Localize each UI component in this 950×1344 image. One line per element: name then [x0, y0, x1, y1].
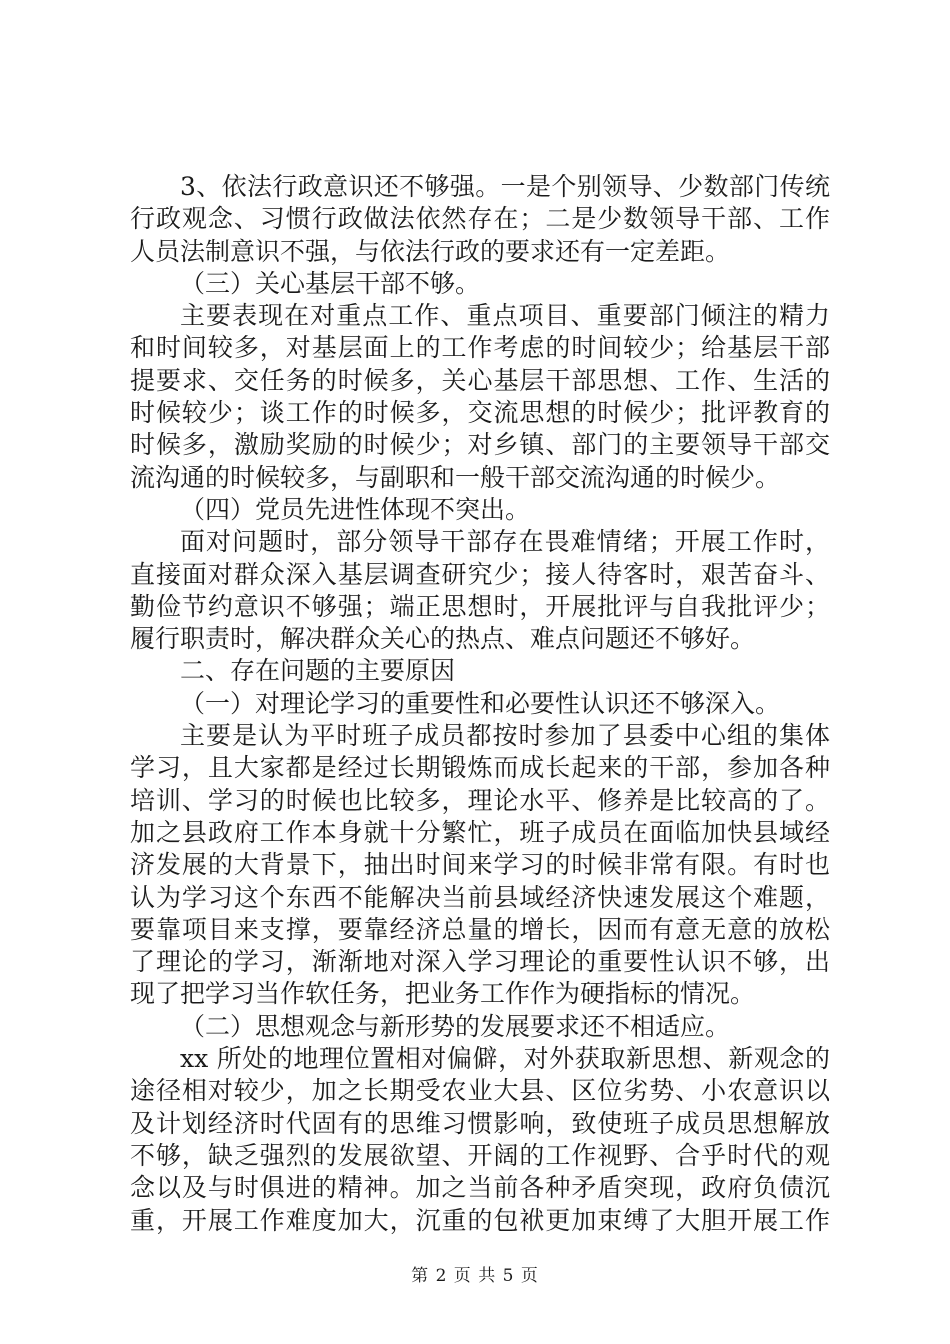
text-line: 现了把学习当作软任务，把业务工作作为硬指标的情况。 — [130, 979, 756, 1009]
text-line: 途径相对较少，加之长期受农业大县、区位劣势、小农意识以 — [130, 1076, 830, 1106]
text-line: 和时间较多，对基层面上的工作考虑的时间较少；给基层干部 — [130, 333, 830, 363]
text-line: 时候较少；谈工作的时候多，交流思想的时候少；批评教育的 — [130, 398, 830, 428]
text-line: 3、依法行政意识还不够强。一是个别领导、少数部门传统 — [180, 172, 830, 201]
text-line: 认为学习这个东西不能解决当前县域经济快速发展这个难题， — [130, 882, 830, 912]
text-line: （四）党员先进性体现不突出。 — [180, 494, 531, 524]
text-line: 履行职责时，解决群众关心的热点、难点问题还不够好。 — [130, 624, 756, 654]
text-line: 时候多，激励奖励的时候少；对乡镇、部门的主要领导干部交 — [130, 430, 830, 460]
page-number-footer: 第 2 页 共 5 页 — [411, 1266, 539, 1286]
text-line: 主要表现在对重点工作、重点项目、重要部门倾注的精力 — [180, 301, 830, 331]
text-line: 直接面对群众深入基层调查研究少；接人待客时，艰苦奋斗、 — [130, 559, 830, 589]
text-line: 面对问题时，部分领导干部存在畏难情绪；开展工作时， — [180, 527, 830, 557]
text-line: 重，开展工作难度加大，沉重的包袱更加束缚了大胆开展工作 — [130, 1205, 830, 1235]
text-line: 要靠项目来支撑，要靠经济总量的增长，因而有意无意的放松 — [130, 914, 830, 944]
text-line: 流沟通的时候较多，与副职和一般干部交流沟通的时候少。 — [130, 462, 781, 492]
text-line: 二、存在问题的主要原因 — [180, 656, 456, 686]
text-line: 培训、学习的时候也比较多，理论水平、修养是比较高的了。 — [130, 785, 830, 815]
text-line: 济发展的大背景下，抽出时间来学习的时候非常有限。有时也 — [130, 850, 830, 880]
text-line: 行政观念、习惯行政做法依然存在；二是少数领导干部、工作 — [130, 204, 830, 234]
text-line: 了理论的学习，渐渐地对深入学习理论的重要性认识不够，出 — [130, 947, 830, 977]
text-line: 学习，且大家都是经过长期锻炼而成长起来的干部，参加各种 — [130, 753, 830, 783]
text-line: 人员法制意识不强，与依法行政的要求还有一定差距。 — [130, 236, 731, 266]
text-line: xx 所处的地理位置相对偏僻，对外获取新思想、新观念的 — [180, 1044, 830, 1074]
text-line: 加之县政府工作本身就十分繁忙，班子成员在面临加快县域经 — [130, 817, 830, 847]
document-body — [130, 171, 830, 1237]
text-line: （一）对理论学习的重要性和必要性认识还不够深入。 — [180, 688, 781, 718]
text-line: 主要是认为平时班子成员都按时参加了县委中心组的集体 — [180, 721, 830, 751]
text-line: 提要求、交任务的时候多，关心基层干部思想、工作、生活的 — [130, 365, 830, 395]
text-line: 不够，缺乏强烈的发展欲望、开阔的工作视野、合乎时代的观 — [130, 1140, 830, 1170]
text-line: 念以及与时俱进的精神。加之当前各种矛盾突现，政府负债沉 — [130, 1173, 830, 1203]
text-line: 勤俭节约意识不够强；端正思想时，开展批评与自我批评少； — [130, 591, 830, 621]
text-line: （二）思想观念与新形势的发展要求还不相适应。 — [180, 1011, 731, 1041]
text-line: （三）关心基层干部不够。 — [180, 268, 481, 298]
text-line: 及计划经济时代固有的思维习惯影响，致使班子成员思想解放 — [130, 1108, 830, 1138]
